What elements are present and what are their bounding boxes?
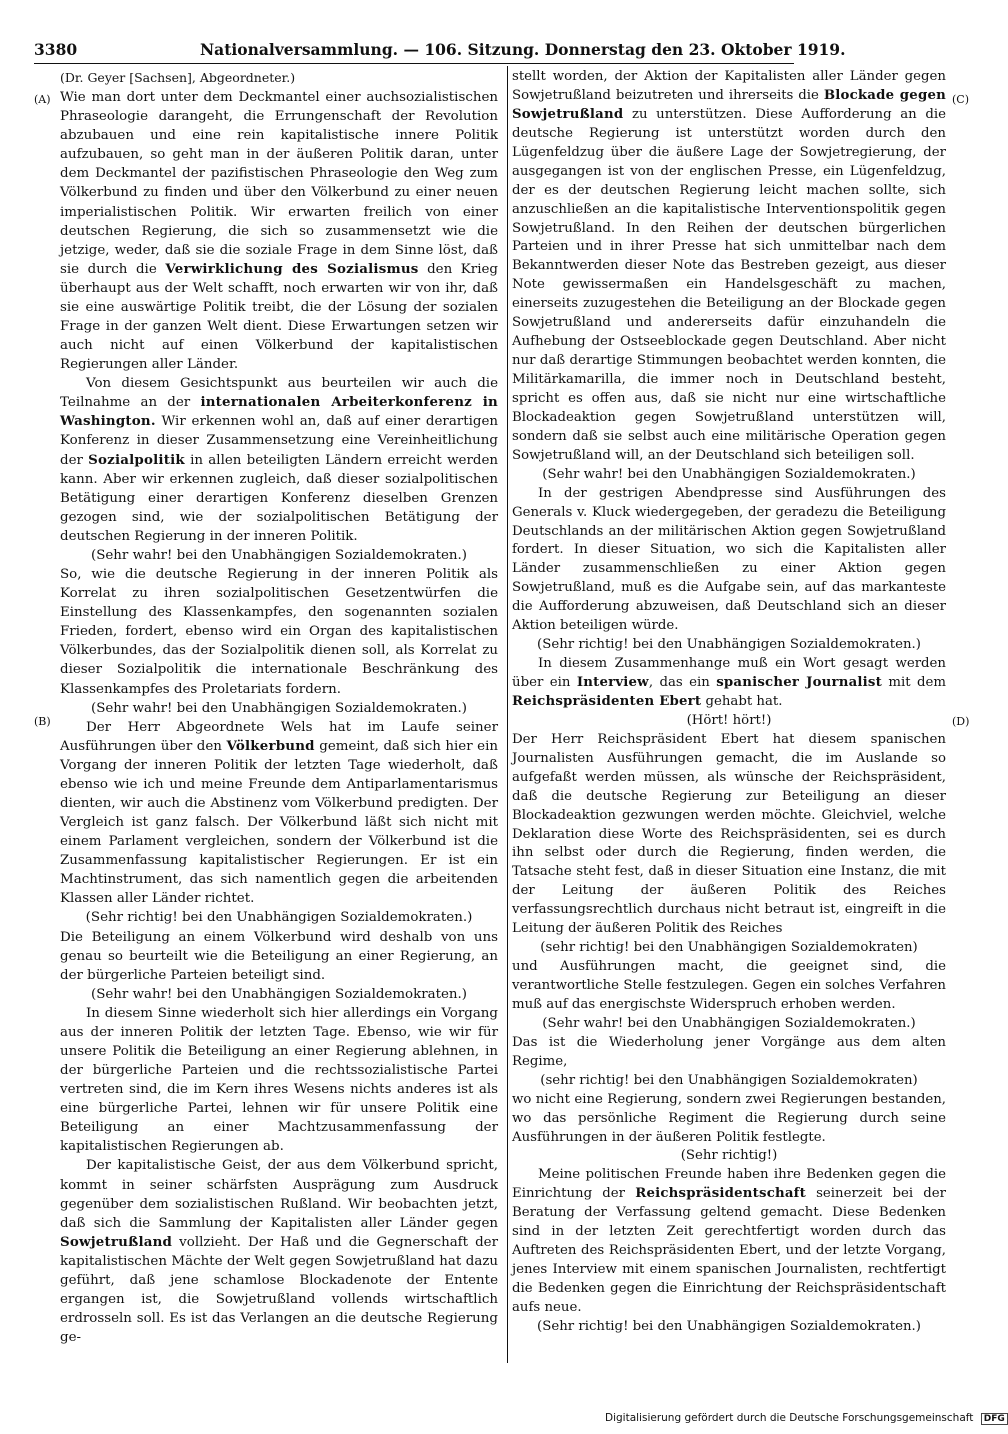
running-title: Nationalversammlung. — 106. Sitzung. Donnerstag den 23. Oktober 1919. bbox=[200, 40, 846, 59]
paragraph bbox=[512, 655, 946, 712]
emphasis: Interview bbox=[576, 675, 649, 690]
right-column bbox=[512, 68, 946, 1337]
paragraph bbox=[60, 718, 498, 909]
interjection: (sehr richtig! bei den Unabhängigen Sozialdemokraten) bbox=[540, 1072, 918, 1088]
text: Meine politischen Freunde haben ihre Bedenken gegen die Einrichtung der bbox=[512, 1167, 946, 1202]
interjection: (Sehr wahr! bei den Unabhängigen Sozialdemokraten.) bbox=[90, 700, 468, 716]
emphasis: Völkerbund bbox=[226, 737, 315, 754]
text: zu unterstützen. Diese Aufforderung an die deutsche Regierung ist unterstützt worden durch den Lügenfeldzug über die äußere Lage der Sowjetregierung, der ausgegangen ist von der englischen Presse, ein Lügenfeldzug, der es der deutschen Regierung leicht machen sollte, sich anzuschließen an die kapitalistische Interventionspolitik gegen Sowjetrußland. In den Reihen der deutschen bürgerlichen Parteien und in ihrer Presse hat sich unmittelbar nach dem Bekanntwerden dieser Note das Bestreben gezeigt, aus dieser Note gewissermaßen ein Handelsgeschäft zu machen, einerseits zuzugestehen die Beteiligung an der Blockade gegen Sowjetrußland und andererseits dafür einzuhandeln die Aufhebung der Ostseeblockade gegen Deutschland. Aber nicht nur daß derartige Stimmungen beobachtet werden konnten, die Militärkamarilla, die immer noch in Deutschland besteht, spricht es offen aus, daß sie nicht nur eine wirtschaftliche Blockadeaktion gegen Sowjetrußland unterstützen will, sondern daß sie selbst auch eine militärische Operation gegen Sowjetrußland will, an der Deutschland sich beteiligen soll. bbox=[512, 106, 946, 463]
text: Wir erkennen wohl an, daß auf einer derartigen Konferenz in dieser Zusammensetzung eine Vereinheitlichung der bbox=[60, 414, 498, 468]
text: mit dem bbox=[881, 675, 946, 690]
page-number: 3380 bbox=[34, 40, 78, 59]
paragraph bbox=[512, 68, 946, 466]
digitization-credit bbox=[605, 1412, 1005, 1425]
emphasis: Reichspräsidentschaft bbox=[635, 1186, 806, 1202]
interjection: (Sehr richtig! bei den Unabhängigen Sozialdemokraten.) bbox=[537, 1318, 921, 1334]
text: Wie man dort unter dem Deckmantel einer auchsozialistischen Phraseologie darangeht, die Errungenschaft der Revolution abzubauen und eine rein kapitalistische innere Politik aufzubauen, so geht man in der äußeren Politik daran, unter dem Deckmantel der pazifistischen Phraseologie den Weg zum Völkerbund zu finden und über den Völkerbund zu einer neuen imperialistischen Politik. Wir erwarten freilich von einer deutschen Regierung, die sich so zusammensetzt wie die jetzige, weder, daß sie die soziale Frage in dem Sinne löst, daß sie durch die bbox=[60, 90, 498, 277]
margin-marker-a: (A) bbox=[34, 93, 51, 106]
header-rule bbox=[34, 63, 794, 64]
left-column bbox=[60, 68, 498, 1347]
emphasis: Sozialpolitik bbox=[88, 451, 185, 468]
paragraph: Das ist die Wiederholung jener Vorgänge aus dem alten Regime, bbox=[512, 1034, 946, 1069]
interjection: (Sehr wahr! bei den Unabhängigen Sozialdemokraten.) bbox=[90, 986, 468, 1002]
text: Von diesem Gesichtspunkt aus beurteilen wir auch die Teilnahme an der bbox=[60, 376, 498, 411]
text: Der Herr Abgeordnete Wels hat im Laufe seiner Ausführungen über den bbox=[60, 719, 498, 754]
interjection: (Sehr wahr! bei den Unabhängigen Sozialdemokraten.) bbox=[542, 466, 916, 482]
interjection: (Sehr richtig! bei den Unabhängigen Sozialdemokraten.) bbox=[537, 637, 921, 653]
interjection: (Sehr richtig! bei den Unabhängigen Sozialdemokraten.) bbox=[85, 910, 473, 926]
emphasis: Sowjetrußland bbox=[60, 1233, 173, 1250]
paragraph: und Ausführungen macht, die geeignet sind, die verantwortliche Stelle festzulegen. Gegen ein solches Verfahren muß auf das energischste Widerspruch erhoben werden. bbox=[512, 959, 946, 1012]
text: in allen beteiligten Ländern erreicht werden kann. Aber wir erkennen zugleich, daß dieser sozialpolitischen Betätigung einer derartigen Konferenz dieselben Grenzen gezogen sind, wie der sozialpolitischen Betätigung der deutschen Regierung in der inneren Politik. bbox=[60, 452, 498, 544]
interjection: (sehr richtig! bei den Unabhängigen Sozialdemokraten) bbox=[540, 940, 918, 956]
text: gehabt hat. bbox=[701, 693, 783, 709]
emphasis: internationalen Arbeiterkonferenz in Washington. bbox=[60, 394, 498, 430]
text: Der kapitalistische Geist, der aus dem Völkerbund spricht, kommt in seiner schärfsten Ausprägung zum Ausdruck gegenüber dem sozialistischen Rußland. Wir beobachten jetzt, daß sich die Sammlung der Kapitalisten aller Länder gegen bbox=[60, 1158, 498, 1231]
paragraph: In der gestrigen Abendpresse sind Ausführungen des Generals v. Kluck wiedergegeben, der geradezu die Beteiligung Deutschlands an der militärischen Aktion gegen Sowjetrußland fordert. In dieser Situation, wo sich die Kapitalisten aller Länder zusammenschließen zu einer Aktion gegen Sowjetrußland, muß es die Aufgabe sein, auf das markanteste die Aufforderung abzuweisen, daß Deutschland sich an dieser Aktion beteiligen würde. bbox=[512, 485, 946, 634]
credit-text: Digitalisierung gefördert durch die Deutsche Forschungsgemeinschaft bbox=[605, 1412, 974, 1424]
emphasis: Blockade gegen Sowjetrußland bbox=[512, 87, 946, 122]
page-header bbox=[34, 40, 846, 62]
paragraph: So, wie die deutsche Regierung in der inneren Politik als Korrelat zu ihren sozialpolitischen Gesetzentwürfen die Einstellung des Klassenkampfes, den sogenannten sozialen Frieden, fordert, ebenso wird ein Organ des kapitalistischen Völkerbundes, das der Sozialpolitik dienen soll, als Korrelat zu dieser Sozialpolitik die internationale Beschränkung des Klassenkampfes des Proletariats fordern. bbox=[60, 567, 498, 697]
paragraph bbox=[60, 88, 498, 374]
emphasis: Reichspräsidenten Ebert bbox=[512, 693, 702, 709]
emphasis: Verwirklichung des Sozialismus bbox=[165, 260, 419, 277]
interjection: (Sehr richtig!) bbox=[680, 1148, 778, 1164]
paragraph: In diesem Sinne wiederholt sich hier allerdings ein Vorgang aus der inneren Politik der letzten Tage. Ebenso, wie wir für unsere Politik die Beteiligung an einer Regierung ablehnen, in der bürgerliche Parteien und die rechtssozialistische Partei vertreten sind, die im Kern ihres Wesens nichts anderes ist als eine bürgerliche Partei, lehnen wir für unsere Politik eine Beteiligung an einer Machtzusammenfassung der kapitalistischen Regierungen ab. bbox=[60, 1005, 498, 1155]
margin-marker-c: (C) bbox=[952, 93, 969, 106]
text: stellt worden, der Aktion der Kapitalisten aller Länder gegen Sowjetrußland beizutreten und ihrerseits die bbox=[512, 69, 946, 103]
paragraph: wo nicht eine Regierung, sondern zwei Regierungen bestanden, wo das persönliche Regiment die Regierung durch seine Ausführungen in der äußeren Politik festlegte. bbox=[512, 1091, 946, 1145]
text: In diesem Zusammenhange muß ein Wort gesagt werden über ein bbox=[512, 656, 946, 690]
paragraph bbox=[60, 374, 498, 546]
interjection: (Hört! hört!) bbox=[686, 712, 772, 728]
margin-marker-b: (B) bbox=[34, 715, 51, 728]
emphasis: spanischer Journalist bbox=[716, 675, 882, 690]
interjection: (Sehr wahr! bei den Unabhängigen Sozialdemokraten.) bbox=[542, 1015, 916, 1031]
text: , das ein bbox=[648, 675, 717, 690]
paragraph: Der Herr Reichspräsident Ebert hat diesem spanischen Journalisten Ausführungen gemacht, die im Auslande so aufgefaßt werden müssen, als wünsche der Reichspräsident, daß die deutsche Regierung zur Beteiligung an dieser Blockadeaktion gezwungen werden möchte. Gleichviel, welche Deklaration diese Worte des Reichspräsidenten, sei es durch ihn selbst oder durch die Regierung, finden werden, die Tatsache steht fest, daß in dieser Situation eine Instanz, die mit der Leitung der äußeren Politik des Reiches verfassungsrechtlich durchaus nicht betraut ist, eingreift in die Leitung der äußeren Politik des Reiches bbox=[512, 731, 946, 937]
paragraph bbox=[60, 1156, 498, 1347]
speaker-line: (Dr. Geyer [Sachsen], Abgeordneter.) bbox=[60, 70, 296, 85]
text: gemeint, daß sich hier ein Vorgang der inneren Politik der letzten Tage wiederholt, daß ebenso wie ich und meine Freunde dem Antiparlamentarismus dienten, wir auch die Abstinenz vom Völkerbund predigten. Der Vergleich ist ganz falsch. Der Völkerbund läßt sich nicht mit einem Parlament vergleichen, sondern der Völkerbund ist die Zusammenfassung kapitalistischer Regierungen. Er ist ein Machtinstrument, das sich namentlich gegen die arbeitenden Klassen aller Länder richtet. bbox=[60, 738, 498, 907]
text: seinerzeit bei der Beratung der Verfassung geltend gemacht. Diese Bedenken sind in der letzten Zeit gerechtfertigt worden durch das Auftreten des Reichspräsidenten Ebert, und der letzte Vorgang, jenes Interview mit einem spanischen Journalisten, rechtfertigt die Bedenken gegen die Einrichtung der Reichspräsidentschaft aufs neue. bbox=[512, 1186, 946, 1315]
margin-marker-d: (D) bbox=[952, 715, 970, 728]
column-divider bbox=[507, 66, 508, 1363]
paragraph: Die Beteiligung an einem Völkerbund wird deshalb von uns genau so beurteilt wie die Beteiligung an einer Regierung, an der bürgerliche Parteien beteiligt sind. bbox=[60, 929, 498, 983]
text: den Krieg überhaupt aus der Welt schafft, noch erwarten wir von ihr, daß sie eine auswärtige Politik treibt, die der Lösung der sozialen Frage in der ganzen Welt dient. Diese Erwartungen setzen wir auch nicht auf einen Völkerbund der kapitalistischen Regierungen aller Länder. bbox=[60, 261, 498, 373]
paragraph bbox=[512, 1166, 946, 1318]
dfg-logo: DFG bbox=[981, 1413, 1008, 1425]
interjection: (Sehr wahr! bei den Unabhängigen Sozialdemokraten.) bbox=[90, 547, 468, 563]
text: vollzieht. Der Haß und die Gegnerschaft der kapitalistischen Mächte der Welt gegen Sowjetrußland hat dazu geführt, daß jene schamlose Blockadenote der Entente ergangen ist, die Sowjetrußland vollends wirtschaftlich erdrosseln soll. Es ist das Verlangen an die deutsche Regierung ge- bbox=[60, 1234, 498, 1346]
